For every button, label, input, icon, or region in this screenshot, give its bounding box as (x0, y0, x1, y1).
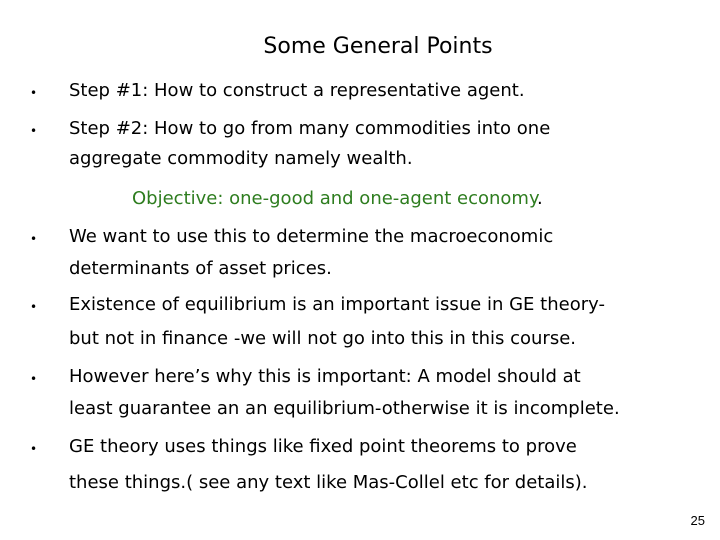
objective-period: . (537, 188, 543, 209)
objective-text: Objective: one-good and one-agent economy (132, 188, 538, 209)
bullet-marker: • (30, 372, 38, 386)
bullet-marker: • (30, 442, 38, 456)
bullet-6-line-2: these things.( see any text like Mas-Collel etc for details). (69, 472, 588, 493)
slide-title: Some General Points (263, 34, 493, 59)
bullet-3-line-1: We want to use this to determine the macroeconomic (69, 226, 554, 247)
bullet-3-line-2: determinants of asset prices. (69, 258, 332, 279)
bullet-6-line-1: GE theory uses things like fixed point theorems to prove (69, 436, 577, 457)
bullet-1-line-1: Step #1: How to construct a representative agent. (69, 80, 525, 101)
bullet-marker: • (30, 124, 38, 138)
bullet-4-line-1: Existence of equilibrium is an important issue in GE theory- (69, 294, 605, 315)
bullet-5-line-2: least guarantee an an equilibrium-otherwise it is incomplete. (69, 398, 620, 419)
objective-statement (132, 188, 543, 209)
page-number: 25 (690, 513, 705, 528)
bullet-5-line-1: However here’s why this is important: A model should at (69, 366, 581, 387)
bullet-2-line-1: Step #2: How to go from many commodities into one (69, 118, 551, 139)
bullet-marker: • (30, 300, 38, 314)
bullet-4-line-2: but not in finance -we will not go into this in this course. (69, 328, 576, 349)
bullet-marker: • (30, 86, 38, 100)
bullet-2-line-2: aggregate commodity namely wealth. (69, 148, 413, 169)
bullet-marker: • (30, 232, 38, 246)
